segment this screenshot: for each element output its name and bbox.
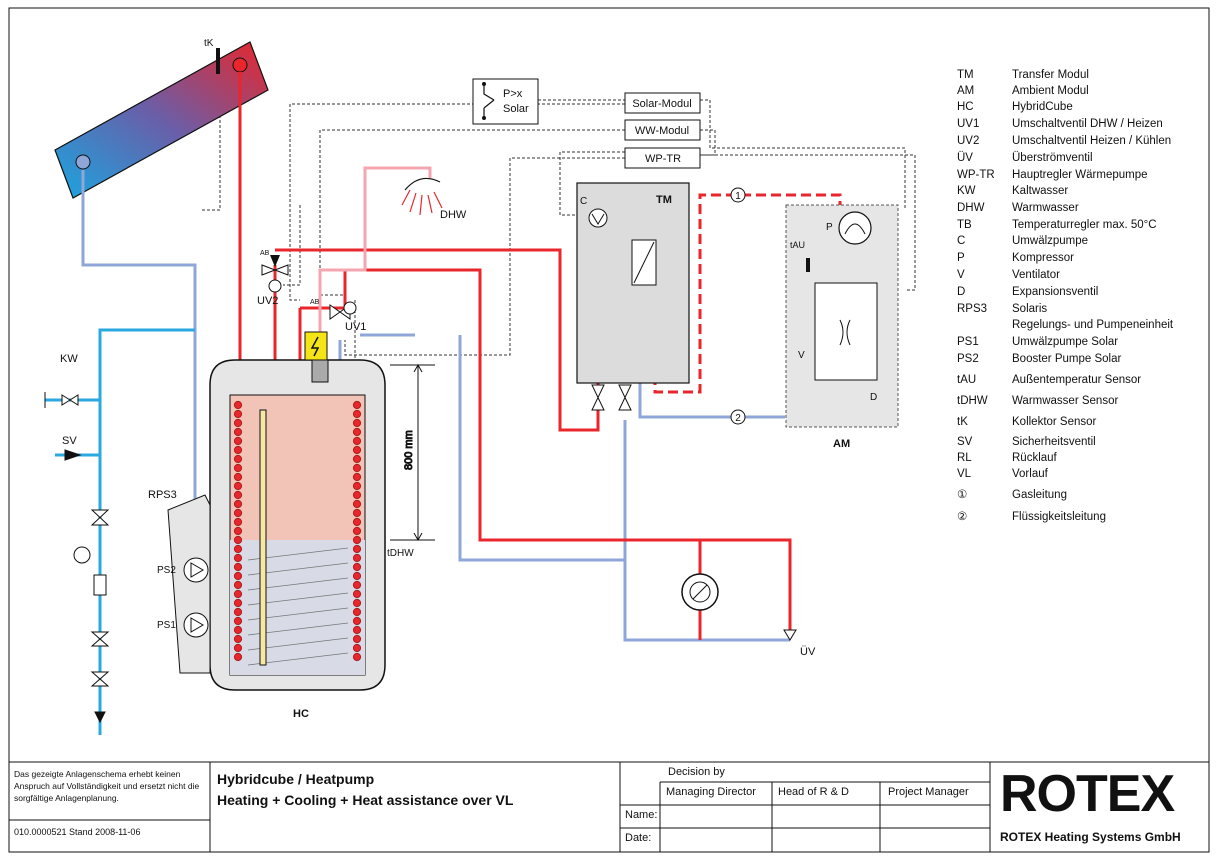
role-project-manager: Project Manager <box>888 786 969 798</box>
coil-turn <box>234 626 241 633</box>
ambient-module <box>786 205 898 450</box>
hybrid-cube-tank <box>210 332 414 720</box>
uv-overflow-label: ÜV <box>800 646 816 658</box>
legend-abbr: PS1 <box>957 336 979 348</box>
ps1-label: PS1 <box>157 620 176 631</box>
coil-turn <box>234 464 241 471</box>
doc-number: 010.0000521 Stand 2008-11-06 <box>14 827 141 837</box>
compressor-label: P <box>826 222 833 233</box>
coil-turn <box>353 545 360 552</box>
legend-desc: Ambient Modul <box>1012 85 1089 97</box>
role-head-rd: Head of R & D <box>778 786 849 798</box>
coil-turn <box>353 446 360 453</box>
uv2-ab-label: AB <box>260 250 270 257</box>
coil-turn <box>353 464 360 471</box>
shower-icon <box>402 178 467 221</box>
legend-abbr: UV1 <box>957 118 980 130</box>
coil-turn <box>234 518 241 525</box>
legend-desc: Umschaltventil DHW / Heizen <box>1012 118 1163 130</box>
legend-desc: Regelungs- und Pumpeneinheit <box>1012 319 1174 331</box>
expansion-valve-label: D <box>870 392 878 403</box>
uv1-valve <box>310 299 366 333</box>
ww-module-label: WW-Modul <box>634 125 690 137</box>
legend-abbr: SV <box>957 436 973 448</box>
coil-turn <box>353 581 360 588</box>
coil-turn <box>234 563 241 570</box>
transfer-module <box>577 183 689 410</box>
legend-desc: Transfer Modul <box>1012 69 1089 81</box>
rps3-label: RPS3 <box>148 489 177 501</box>
coil-turn <box>234 581 241 588</box>
rps3-unit <box>148 489 210 673</box>
legend-desc: Warmwasser Sensor <box>1012 395 1119 407</box>
legend-abbr: ② <box>957 511 968 523</box>
legend-abbr: PS2 <box>957 353 979 365</box>
legend-desc: Umschaltventil Heizen / Kühlen <box>1012 135 1172 147</box>
coil-turn <box>353 455 360 462</box>
legend-desc: HybridCube <box>1012 101 1073 113</box>
rotex-logo: ROTEX <box>1000 765 1175 823</box>
coil-turn <box>353 617 360 624</box>
uv2-label: UV2 <box>257 295 279 307</box>
coil-turn <box>353 536 360 543</box>
decision-by: Decision by <box>668 766 725 778</box>
role-managing-director: Managing Director <box>666 786 756 798</box>
coil-turn <box>234 635 241 642</box>
coil-turn <box>353 410 360 417</box>
coil-turn <box>353 482 360 489</box>
uv2-valve <box>257 250 288 307</box>
uv1-label: UV1 <box>345 321 367 333</box>
coil-turn <box>234 653 241 660</box>
coil-turn <box>353 437 360 444</box>
legend-abbr: C <box>957 235 966 247</box>
legend-desc: Kompressor <box>1012 252 1074 264</box>
coil-turn <box>353 572 360 579</box>
tdhw-label: tDHW <box>387 548 414 559</box>
coil-turn <box>234 491 241 498</box>
legend-desc: Booster Pumpe Solar <box>1012 353 1122 365</box>
legend-desc: Überströmventil <box>1012 152 1093 164</box>
title-line-2: Heating + Cooling + Heat assistance over VL <box>217 792 514 808</box>
legend-abbr: UV2 <box>957 135 980 147</box>
coil-turn <box>234 536 241 543</box>
legend-desc: Expansionsventil <box>1012 286 1099 298</box>
dhw-label: DHW <box>440 209 467 221</box>
coil-turn <box>353 518 360 525</box>
coil-turn <box>353 527 360 534</box>
legend-desc: Warmwasser <box>1012 202 1079 214</box>
kw-label: KW <box>60 353 78 365</box>
name-label: Name: <box>625 809 658 821</box>
coil-turn <box>234 473 241 480</box>
coil-turn <box>353 500 360 507</box>
legend-abbr: tK <box>957 416 968 428</box>
legend-abbr: TB <box>957 219 972 231</box>
legend-abbr: tDHW <box>957 395 988 407</box>
solar-module-label: Solar-Modul <box>632 98 692 110</box>
coil-turn <box>353 644 360 651</box>
gas-line-marker: 1 <box>735 191 741 202</box>
coil-turn <box>234 545 241 552</box>
legend-desc: Ventilator <box>1012 269 1060 281</box>
coil-turn <box>234 509 241 516</box>
hc-label: HC <box>293 708 309 720</box>
coil-turn <box>353 473 360 480</box>
legend-desc: Temperaturregler max. 50°C <box>1012 219 1157 231</box>
legend-abbr: D <box>957 286 966 298</box>
legend-abbr: DHW <box>957 202 985 214</box>
coil-turn <box>353 491 360 498</box>
coil-turn <box>234 554 241 561</box>
coil-turn <box>353 419 360 426</box>
legend-abbr: HC <box>957 101 974 113</box>
dimension-800mm <box>390 365 435 540</box>
coil-turn <box>234 608 241 615</box>
legend-desc: Vorlauf <box>1012 468 1048 480</box>
date-label: Date: <box>625 832 652 844</box>
dimension-label: 800 mm <box>403 430 415 470</box>
coil-turn <box>234 644 241 651</box>
coil-turn <box>353 401 360 408</box>
legend-abbr: AM <box>957 85 975 97</box>
collector-sensor-label: tK <box>204 38 214 49</box>
legend-abbr: RL <box>957 452 972 464</box>
legend-abbr: ① <box>957 489 968 501</box>
disclaimer: Das gezeigte Anlagenschema erhebt keinen Anspruch auf Vollständigkeit und ersetzt nicht die sorgfältige Anlagenplanung. <box>14 769 200 803</box>
coil-turn <box>353 563 360 570</box>
am-label: AM <box>833 438 851 450</box>
coil-turn <box>234 572 241 579</box>
coil-turn <box>353 653 360 660</box>
ps2-label: PS2 <box>157 565 176 576</box>
legend-desc: Rücklauf <box>1012 452 1057 464</box>
coil-turn <box>234 617 241 624</box>
coil-turn <box>234 500 241 507</box>
coil-turn <box>353 428 360 435</box>
legend-desc: Kaltwasser <box>1012 185 1069 197</box>
coil-turn <box>353 599 360 606</box>
coil-turn <box>234 455 241 462</box>
solar-switch-label: P>x <box>503 88 523 100</box>
legend-desc: Außentemperatur Sensor <box>1012 374 1142 386</box>
legend-desc: Gasleitung <box>1012 489 1067 501</box>
legend-desc: Sicherheitsventil <box>1012 436 1096 448</box>
coil-turn <box>353 509 360 516</box>
legend-abbr: WP-TR <box>957 169 995 181</box>
line-markers <box>731 188 745 424</box>
legend-abbr: TM <box>957 69 974 81</box>
coil-turn <box>353 635 360 642</box>
solar-switch-sublabel: Solar <box>503 103 529 115</box>
uv1-ab-label: AB <box>310 299 320 306</box>
coil-turn <box>234 482 241 489</box>
tm-pump-label: C <box>580 196 588 207</box>
title-line-1: Hybridcube / Heatpump <box>217 771 375 787</box>
legend-desc: Hauptregler Wärmepumpe <box>1012 169 1148 181</box>
coil-turn <box>234 590 241 597</box>
coil-turn <box>353 590 360 597</box>
legend-desc: Kollektor Sensor <box>1012 416 1097 428</box>
legend-abbr: RPS3 <box>957 303 988 315</box>
solar-collector <box>55 38 268 198</box>
legend-abbr: VL <box>957 468 972 480</box>
outdoor-sensor-label: tAU <box>790 240 806 250</box>
tm-label: TM <box>656 194 672 206</box>
legend-desc: Solaris <box>1012 303 1048 315</box>
coil-turn <box>353 554 360 561</box>
liquid-line-marker: 2 <box>735 413 741 424</box>
legend-abbr: ÜV <box>957 152 973 164</box>
legend-desc: Umwälzpumpe Solar <box>1012 336 1119 348</box>
overflow-valve <box>784 630 816 658</box>
coil-turn <box>234 410 241 417</box>
legend-abbr: V <box>957 269 965 281</box>
coil-turn <box>234 428 241 435</box>
coil-turn <box>234 446 241 453</box>
company-name: ROTEX Heating Systems GmbH <box>1000 830 1181 844</box>
coil-turn <box>353 608 360 615</box>
solar-module-box <box>625 93 700 113</box>
circulation-pump-symbol <box>682 574 718 610</box>
coil-turn <box>353 626 360 633</box>
fan-label: V <box>798 350 805 361</box>
legend-abbr: KW <box>957 185 976 197</box>
coil-turn <box>234 419 241 426</box>
coil-turn <box>234 527 241 534</box>
wp-tr-label: WP-TR <box>645 153 682 165</box>
ww-module-box <box>625 120 700 140</box>
solar-switch <box>473 79 538 124</box>
legend-desc: Umwälzpumpe <box>1012 235 1089 247</box>
sv-label: SV <box>62 435 77 447</box>
wp-tr-box <box>625 148 700 168</box>
coil-turn <box>234 599 241 606</box>
legend-abbr: P <box>957 252 965 264</box>
coil-turn <box>234 401 241 408</box>
legend-abbr: tAU <box>957 374 977 386</box>
legend-desc: Flüssigkeitsleitung <box>1012 511 1106 523</box>
coil-turn <box>234 437 241 444</box>
